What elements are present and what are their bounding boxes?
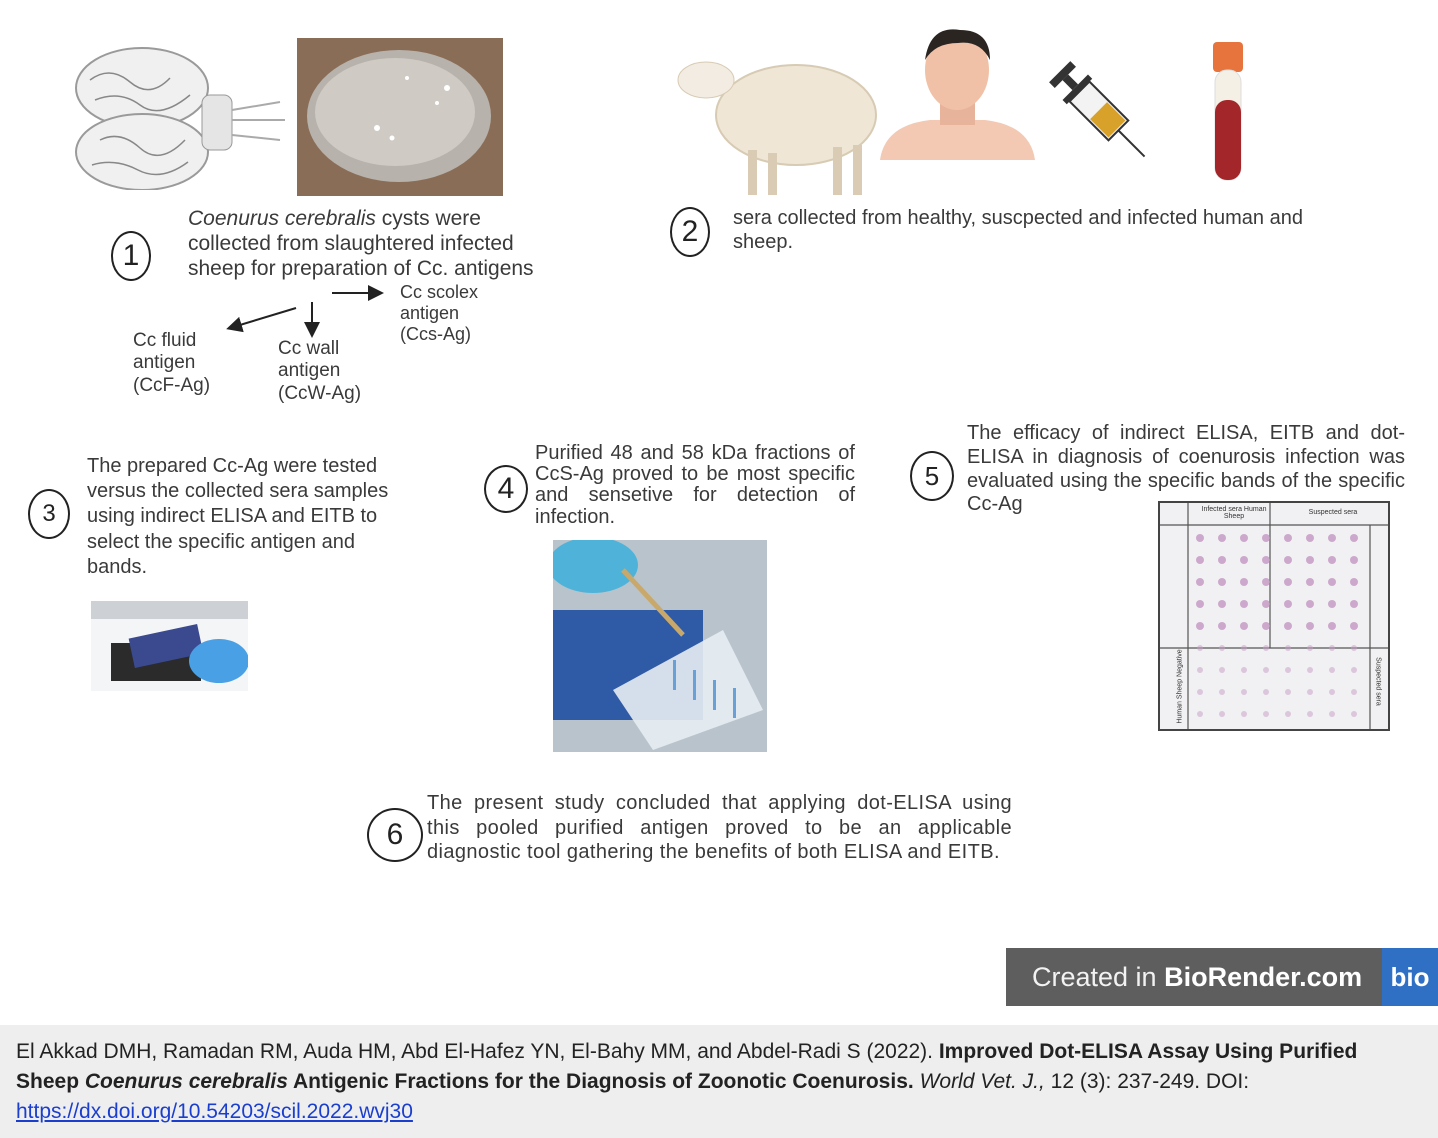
dot-spot (1307, 645, 1313, 651)
dot-sheet-side-right: Suspected sera (1374, 657, 1382, 706)
step-2-number: 2 (670, 207, 710, 257)
blood-tube-icon (1210, 40, 1246, 190)
dot-spot (1262, 556, 1270, 564)
cyst-photo (297, 38, 503, 196)
dot-spot (1350, 600, 1358, 608)
step-6-text: The present study concluded that applying dot-ELISA using this pooled purified antigen proved to be an applicable diagnostic tool gathering the benefits of both ELISA and EITB. (427, 792, 1012, 864)
dot-spot (1329, 689, 1335, 695)
dot-spot (1351, 645, 1357, 651)
dot-spot (1306, 534, 1314, 542)
dot-spot (1285, 667, 1291, 673)
dot-elisa-sheet (1158, 501, 1390, 731)
step-4-text: Purified 48 and 58 kDa fractions of CcS-Ag proved to be most specific and sensetive for detection of infection. (535, 442, 855, 528)
citation-text (16, 1037, 1422, 1127)
dot-spot (1240, 622, 1248, 630)
sheep-brain-illustration (70, 40, 290, 190)
dot-spot (1197, 711, 1203, 717)
dot-spot (1350, 556, 1358, 564)
step-1-body: cysts were collected from slaughtered infected sheep for preparation of Cc. antigens (188, 207, 534, 280)
dot-spot (1263, 689, 1269, 695)
dot-spot (1196, 578, 1204, 586)
dot-spot (1306, 556, 1314, 564)
dot-spot (1328, 600, 1336, 608)
dot-spot (1219, 711, 1225, 717)
dot-spot (1218, 622, 1226, 630)
dot-spot (1307, 711, 1313, 717)
dot-spot (1306, 578, 1314, 586)
step-2-text: sera collected from healthy, suscpected and infected human and sheep. (733, 207, 1303, 253)
dot-spot (1240, 556, 1248, 564)
dot-spot (1350, 578, 1358, 586)
dot-spot (1240, 600, 1248, 608)
antigen-fluid: Cc fluid antigen (CcF-Ag) (133, 330, 211, 396)
citation-title: Improved Dot-ELISA Assay Using Purified Sheep Coenurus cerebralis Antigenic Fractions for the Diagnosis of Zoonotic Coenurosis. (16, 1040, 1358, 1093)
dot-spot (1262, 578, 1270, 586)
dot-spot (1351, 711, 1357, 717)
dot-spot (1329, 667, 1335, 673)
step-5-number: 5 (910, 451, 954, 501)
dot-spot (1306, 600, 1314, 608)
dot-spot (1328, 622, 1336, 630)
dot-spot (1285, 645, 1291, 651)
dot-spot (1328, 556, 1336, 564)
dot-spot (1307, 689, 1313, 695)
dot-spot (1284, 556, 1292, 564)
dot-spot (1285, 711, 1291, 717)
biorender-logo-icon: bio (1382, 948, 1438, 1006)
dot-spot (1306, 622, 1314, 630)
dot-spot (1329, 711, 1335, 717)
dot-spot (1285, 689, 1291, 695)
dot-spot (1218, 534, 1226, 542)
dot-spot (1350, 534, 1358, 542)
dot-spot (1197, 689, 1203, 695)
dot-spot (1351, 667, 1357, 673)
dot-spot (1218, 578, 1226, 586)
dot-spot (1196, 556, 1204, 564)
step-3-number: 3 (28, 489, 70, 539)
dot-sheet-side-left: Human Sheep Negative (1176, 649, 1184, 724)
dot-spot (1240, 534, 1248, 542)
species-name: Coenurus cerebralis (188, 207, 376, 230)
dot-spot (1219, 689, 1225, 695)
dot-spot (1284, 600, 1292, 608)
citation-volume: 12 (3): 237-249. DOI: (1044, 1070, 1250, 1093)
dot-spot (1218, 556, 1226, 564)
step-6-number: 6 (367, 808, 423, 862)
dot-spot (1196, 622, 1204, 630)
eitb-membrane-photo (553, 540, 767, 752)
dot-grid (1160, 503, 1388, 729)
dot-spot (1219, 667, 1225, 673)
dot-spot (1262, 600, 1270, 608)
dot-spot (1196, 534, 1204, 542)
citation-footer (0, 1025, 1438, 1138)
dot-spot (1307, 667, 1313, 673)
dot-sheet-header-left: Infected sera Human Sheep (1201, 506, 1267, 520)
dot-spot (1284, 622, 1292, 630)
antigen-scolex: Cc scolex antigen (Ccs-Ag) (400, 282, 479, 345)
biorender-badge[interactable] (1006, 948, 1438, 1006)
step-1-number: 1 (111, 231, 151, 281)
dot-spot (1240, 578, 1248, 586)
antigen-wall: Cc wall antigen (CcW-Ag) (278, 338, 362, 404)
dot-spot (1328, 578, 1336, 586)
dot-spot (1219, 645, 1225, 651)
dot-spot (1241, 689, 1247, 695)
dot-spot (1350, 622, 1358, 630)
dot-spot (1263, 645, 1269, 651)
dot-spot (1241, 711, 1247, 717)
dot-spot (1241, 667, 1247, 673)
dot-spot (1284, 578, 1292, 586)
citation-doi-link[interactable]: https://dx.doi.org/10.54203/scil.2022.wvj30 (16, 1100, 413, 1123)
dot-spot (1196, 600, 1204, 608)
step-5-text: The efficacy of indirect ELISA, EITB and dot-ELISA in diagnosis of coenurosis infection was evaluated using the specific bands of the specific Cc-Ag (967, 422, 1405, 516)
dot-spot (1262, 534, 1270, 542)
step-3-text: The prepared Cc-Ag were tested versus the collected sera samples using indirect ELISA and EITB to select the specific antigen and bands. (87, 455, 389, 578)
dot-sheet-header-right: Suspected sera (1308, 509, 1358, 516)
dot-spot (1241, 645, 1247, 651)
dot-spot (1262, 622, 1270, 630)
dot-spot (1218, 600, 1226, 608)
dot-spot (1351, 689, 1357, 695)
dot-spot (1197, 645, 1203, 651)
dot-spot (1263, 667, 1269, 673)
citation-authors: El Akkad DMH, Ramadan RM, Auda HM, Abd El-Hafez YN, El-Bahy MM, and Abdel-Radi S (2022). (16, 1040, 939, 1063)
step-4-number: 4 (484, 465, 528, 513)
dot-spot (1329, 645, 1335, 651)
elisa-reader-photo (91, 601, 248, 691)
dot-spot (1328, 534, 1336, 542)
citation-journal: World Vet. J., (919, 1070, 1045, 1093)
syringe-icon (1040, 50, 1160, 175)
step-1-text (188, 207, 540, 281)
dot-spot (1263, 711, 1269, 717)
sheep-icon (668, 35, 890, 200)
human-icon (880, 25, 1035, 160)
dot-spot (1284, 534, 1292, 542)
dot-spot (1197, 667, 1203, 673)
biorender-label: Created in BioRender.com (1032, 962, 1363, 992)
